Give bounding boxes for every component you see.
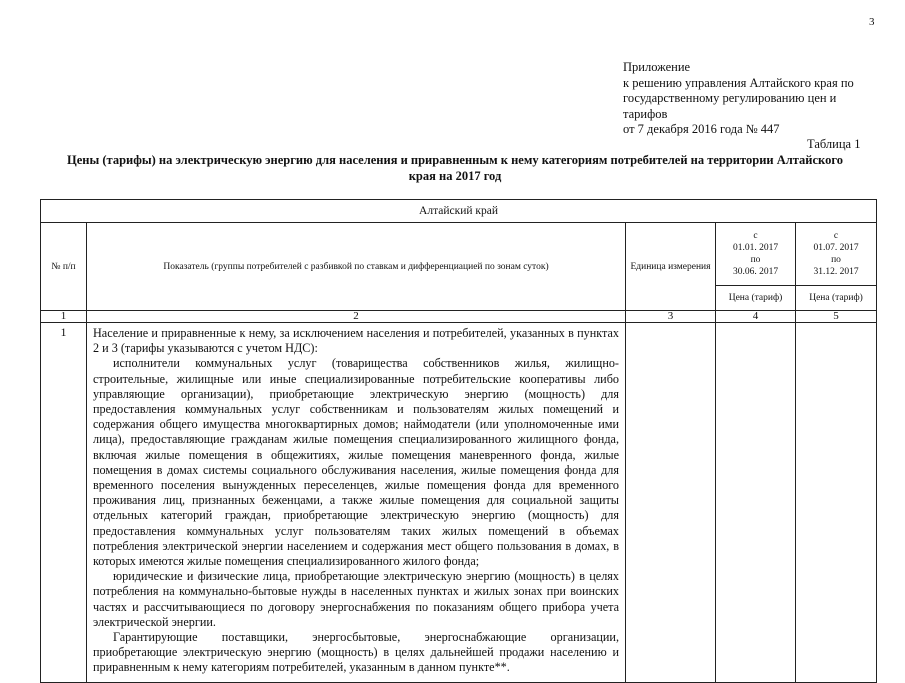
header-unit: Единица измерения [626,223,716,311]
row-paragraph: Гарантирующие поставщики, энергосбытовые, энергоснабжающие организации, приобретающие электрическую энергию (мощность) в целях дальнейшей продажи населению и приравненным к нему категориям потребителей, указанным в данном пункте**. [93,630,619,675]
price-label-2: Цена (тариф) [796,286,877,311]
header-period-2 [796,223,877,286]
period-from: с [833,231,839,241]
row-number: 1 [41,323,87,683]
price-table [40,199,877,683]
page-number: 3 [869,16,875,28]
header-num: № п/п [41,223,87,311]
period-from: с [753,231,758,241]
column-number: 5 [796,311,877,323]
row-paragraph: исполнители коммунальных услуг (товарищества собственников жилья, жилищно-строительные, жилищные или иные специализированные потребительские кооперативы либо управляющие организации), приобретающие электрическую энергию (мощность) для предоставления коммунальных услуг собственникам и пользователям жилых помещений и содержания общего имущества многоквартирных домов; наймодатели (или уполномоченные ими лица), предоставляющие гражданам жилые помещения специализированного жилищного фонда, включая жилые помещения в общежитиях, жилые помещения маневренного фонда, жилые помещения в домах системы социального обслуживания населения, жилые помещения фонда для временного поселения вынужденных переселенцев, жилые помещения фонда для временного проживания лиц, признанных беженцами, а также жилые помещения для социальной защиты отдельных категорий граждан, приобретающие электрическую энергию (мощность) для предоставления коммунальных услуг пользователям таких жилых помещений в объемах потребления электрической энергии населением и содержания мест общего пользования в домах, в которых имеются жилые помещения специализированного жилого фонда; [93,356,619,569]
period-to-date: 30.06. 2017 [732,267,779,277]
row-unit-cell [626,323,716,683]
period-to-date: 31.12. 2017 [813,267,859,277]
table-row [41,323,877,683]
table-label: Таблица 1 [807,137,861,151]
appendix-line: от 7 декабря 2016 года № 447 [623,122,780,136]
period-to: по [750,255,761,265]
column-number: 4 [716,311,796,323]
period-to: по [831,255,841,265]
appendix-block [623,60,883,138]
appendix-line: к решению управления Алтайского края по государственному регулированию цен и тарифов [623,75,854,121]
document-title: Цены (тарифы) на электрическую энергию для населения и приравненным к нему категориям потребителей на территории Алтайского края на 2017 год [67,153,843,183]
row-price-cell-2 [796,323,877,683]
column-number: 3 [626,311,716,323]
region-header: Алтайский край [41,200,877,223]
row-paragraph: юридические и физические лица, приобретающие электрическую энергию (мощность) в целях потребления на коммунально-бытовые нужды в населенных пунктах и жилых зонах при воинских частях и рассчитывающиеся по договору энергоснабжения по показаниям общего прибора учета электрической энергии. [93,569,619,629]
row-paragraph: Население и приравненные к нему, за исключением населения и потребителей, указанных в пунктах 2 и 3 (тарифы указываются с учетом НДС): [93,326,619,356]
period-from-date: 01.07. 2017 [813,243,859,253]
header-indicator: Показатель (группы потребителей с разбивкой по ставкам и дифференциацией по зонам суток) [87,223,626,311]
row-description [87,323,626,683]
price-label-1: Цена (тариф) [716,286,796,311]
header-period-1 [716,223,796,286]
row-price-cell-1 [716,323,796,683]
appendix-line: Приложение [623,60,691,74]
column-number: 2 [87,311,626,323]
column-number: 1 [41,311,87,323]
period-from-date: 01.01. 2017 [732,243,779,253]
